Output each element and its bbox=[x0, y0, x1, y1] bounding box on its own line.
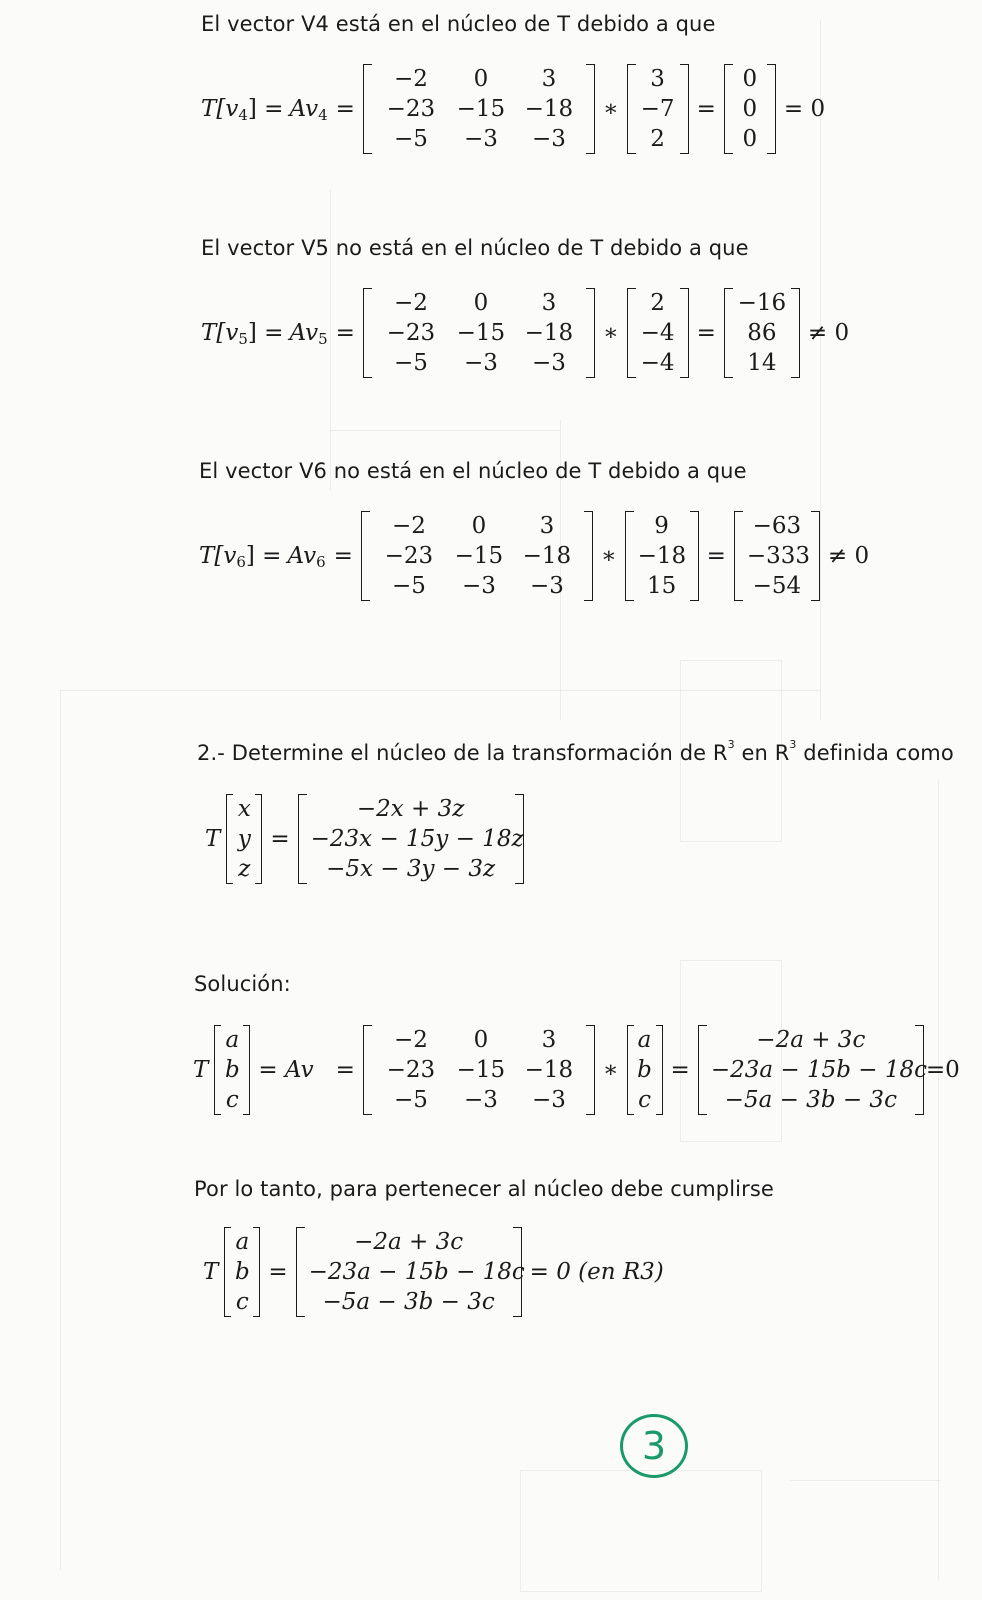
vector-v4 bbox=[627, 64, 689, 154]
equals-sign: = bbox=[670, 1057, 690, 1083]
left-bracket bbox=[214, 1025, 221, 1115]
output-cell: −2x + 3z bbox=[356, 796, 465, 822]
right-bracket bbox=[513, 1227, 522, 1317]
matrix-cell: 0 bbox=[473, 66, 489, 92]
v4-heading: El vector V4 está en el núcleo de T debido a que bbox=[201, 12, 716, 36]
result-cell: −63 bbox=[752, 513, 802, 539]
left-bracket bbox=[724, 64, 733, 154]
input-cell: b bbox=[234, 1259, 250, 1285]
vector-cell: −7 bbox=[640, 96, 675, 122]
left-bracket bbox=[224, 1227, 231, 1317]
equation-tail: = 0 bbox=[783, 96, 826, 122]
result-grid bbox=[733, 288, 791, 378]
result-cell: −16 bbox=[737, 290, 787, 316]
right-bracket bbox=[586, 1025, 595, 1115]
output-grid bbox=[307, 794, 524, 884]
matrix-cell: −2 bbox=[393, 290, 428, 316]
left-bracket bbox=[363, 288, 372, 378]
matrix-A bbox=[363, 288, 595, 378]
right-bracket bbox=[811, 511, 820, 601]
equation-tail: ≠ 0 bbox=[807, 320, 850, 346]
input-cell: c bbox=[235, 1289, 249, 1315]
right-bracket bbox=[586, 288, 595, 378]
conclusion-equation bbox=[203, 1227, 672, 1317]
vector-cell: −4 bbox=[640, 320, 675, 346]
input-cell: c bbox=[225, 1087, 239, 1113]
matrix-cell: −3 bbox=[461, 573, 496, 599]
equation-tail: = 0 (en R3) bbox=[529, 1259, 664, 1285]
right-bracket bbox=[690, 511, 699, 601]
left-bracket bbox=[226, 794, 233, 884]
statement-part: definida como bbox=[796, 741, 954, 765]
right-bracket bbox=[767, 64, 776, 154]
right-bracket bbox=[791, 288, 800, 378]
matrix-cell: −23 bbox=[386, 320, 436, 346]
input-cell: y bbox=[237, 826, 251, 852]
input-vector bbox=[224, 1227, 260, 1317]
left-bracket bbox=[627, 288, 636, 378]
output-grid bbox=[305, 1227, 525, 1317]
matrix-cell: −5 bbox=[393, 1087, 428, 1113]
result-grid bbox=[733, 64, 767, 154]
equals-sign: = bbox=[706, 543, 726, 569]
matrix-cell: 0 bbox=[471, 513, 487, 539]
left-bracket bbox=[361, 511, 370, 601]
result-v5 bbox=[724, 288, 800, 378]
matrix-cell: −3 bbox=[463, 126, 498, 152]
lhs-Av-sub: 6 bbox=[316, 553, 326, 571]
vector-cell: −4 bbox=[640, 350, 675, 376]
matrix-cell: −23 bbox=[386, 1057, 436, 1083]
superscript: 3 bbox=[727, 738, 735, 751]
matrix-cell: −3 bbox=[463, 350, 498, 376]
lhs-sub: 5 bbox=[238, 330, 248, 348]
left-bracket bbox=[627, 1025, 634, 1115]
vector-cell: b bbox=[637, 1057, 652, 1083]
left-bracket bbox=[363, 1025, 372, 1115]
multiply-sign: ∗ bbox=[602, 1057, 619, 1083]
left-bracket bbox=[734, 511, 743, 601]
right-bracket bbox=[253, 1227, 260, 1317]
input-grid bbox=[233, 794, 255, 884]
lhs-sub: 4 bbox=[238, 106, 248, 124]
lhs-T: T[ bbox=[201, 320, 226, 346]
T-symbol: T bbox=[193, 1057, 209, 1083]
statement-part: en R bbox=[734, 741, 790, 765]
vector-grid bbox=[636, 64, 680, 154]
matrix-grid bbox=[372, 1025, 586, 1115]
lhs-Av: Av bbox=[289, 320, 319, 346]
result-cell: −333 bbox=[746, 543, 811, 569]
v5-heading: El vector V5 no está en el núcleo de T debido a que bbox=[201, 236, 749, 260]
lhs-T: T[ bbox=[199, 543, 224, 569]
right-bracket bbox=[255, 794, 262, 884]
matrix-cell: −2 bbox=[391, 513, 426, 539]
matrix-A bbox=[363, 1025, 595, 1115]
lhs-v: v bbox=[223, 543, 237, 569]
matrix-grid bbox=[370, 511, 584, 601]
equals-sign: = bbox=[268, 1259, 288, 1285]
matrix-cell: −18 bbox=[524, 96, 574, 122]
left-bracket bbox=[698, 1025, 707, 1115]
equation-tail: ≠ 0 bbox=[827, 543, 870, 569]
right-bracket bbox=[680, 64, 689, 154]
matrix-cell: 3 bbox=[541, 1027, 557, 1053]
left-bracket bbox=[625, 511, 634, 601]
matrix-cell: 3 bbox=[539, 513, 555, 539]
statement-part: 2.- Determine el núcleo de la transformación de R bbox=[197, 741, 728, 765]
input-cell: a bbox=[225, 1027, 240, 1053]
matrix-cell: −5 bbox=[393, 126, 428, 152]
lhs-v: v bbox=[225, 320, 239, 346]
lhs-v: v bbox=[225, 96, 239, 122]
matrix-cell: −23 bbox=[384, 543, 434, 569]
matrix-cell: −3 bbox=[531, 1087, 566, 1113]
solution-equation bbox=[193, 1025, 960, 1115]
matrix-grid bbox=[372, 64, 586, 154]
left-bracket bbox=[298, 794, 307, 884]
matrix-cell: −15 bbox=[456, 1057, 506, 1083]
equals-sign: = bbox=[270, 826, 290, 852]
lhs-T: T[ bbox=[201, 96, 226, 122]
vector-grid bbox=[634, 511, 690, 601]
left-bracket bbox=[296, 1227, 305, 1317]
output-cell: −23a − 15b − 18c bbox=[308, 1259, 525, 1285]
conclusion-text: Por lo tanto, para pertenecer al núcleo debe cumplirse bbox=[194, 1177, 774, 1201]
equals-sign: = bbox=[335, 320, 355, 346]
output-cell: −2a + 3c bbox=[756, 1027, 866, 1053]
lhs-close: ] = bbox=[247, 96, 284, 122]
vector-cell: 2 bbox=[650, 126, 665, 152]
equals-sign: = bbox=[335, 96, 355, 122]
v5-equation bbox=[201, 288, 857, 378]
multiply-sign: ∗ bbox=[602, 320, 619, 346]
T-symbol: T bbox=[205, 826, 221, 852]
matrix-cell: 3 bbox=[541, 290, 557, 316]
equals-Av: = Av bbox=[258, 1057, 314, 1083]
equals-sign: = bbox=[335, 1057, 355, 1083]
matrix-cell: −15 bbox=[456, 96, 506, 122]
matrix-cell: −15 bbox=[454, 543, 504, 569]
equals-sign: = bbox=[696, 320, 716, 346]
output-cell: −5a − 3b − 3c bbox=[724, 1087, 897, 1113]
vector-v6 bbox=[625, 511, 699, 601]
matrix-cell: −3 bbox=[531, 350, 566, 376]
vector-cell: 3 bbox=[650, 66, 665, 92]
right-bracket bbox=[584, 511, 593, 601]
vector-cell: −18 bbox=[637, 543, 687, 569]
result-cell: 14 bbox=[747, 350, 777, 376]
matrix-cell: −3 bbox=[531, 126, 566, 152]
input-cell: z bbox=[238, 856, 251, 882]
output-vector bbox=[298, 794, 524, 884]
right-bracket bbox=[680, 288, 689, 378]
v4-equation bbox=[201, 64, 833, 154]
result-cell: 0 bbox=[742, 66, 758, 92]
matrix-cell: −5 bbox=[391, 573, 426, 599]
result-cell: 0 bbox=[742, 126, 758, 152]
lhs-sub: 6 bbox=[236, 553, 246, 571]
v6-heading: El vector V6 no está en el núcleo de T debido a que bbox=[199, 459, 747, 483]
matrix-grid bbox=[372, 288, 586, 378]
input-grid bbox=[221, 1025, 243, 1115]
matrix-A bbox=[361, 511, 593, 601]
vector-cell: 15 bbox=[646, 573, 677, 599]
matrix-cell: −2 bbox=[393, 1027, 428, 1053]
input-cell: x bbox=[237, 796, 251, 822]
equation-tail: =0 bbox=[925, 1057, 960, 1083]
right-bracket bbox=[915, 1025, 924, 1115]
matrix-cell: −18 bbox=[524, 320, 574, 346]
output-grid bbox=[707, 1025, 927, 1115]
right-bracket bbox=[243, 1025, 250, 1115]
input-cell: a bbox=[235, 1229, 250, 1255]
left-bracket bbox=[627, 64, 636, 154]
left-bracket bbox=[724, 288, 733, 378]
result-cell: 0 bbox=[742, 96, 758, 122]
vector-cell: c bbox=[638, 1087, 651, 1113]
result-grid bbox=[743, 511, 811, 601]
matrix-A bbox=[363, 64, 595, 154]
matrix-cell: −3 bbox=[463, 1087, 498, 1113]
matrix-cell: −23 bbox=[386, 96, 436, 122]
output-vector bbox=[296, 1227, 525, 1317]
matrix-cell: −18 bbox=[524, 1057, 574, 1083]
lhs-close: ] = bbox=[247, 320, 284, 346]
output-cell: −23x − 15y − 18z bbox=[310, 826, 524, 852]
result-cell: 86 bbox=[747, 320, 777, 346]
vector-cell: a bbox=[637, 1027, 652, 1053]
result-v6 bbox=[734, 511, 820, 601]
lhs-close: ] = bbox=[245, 543, 282, 569]
input-vector bbox=[214, 1025, 250, 1115]
output-vector bbox=[698, 1025, 927, 1115]
problem2-statement bbox=[197, 738, 954, 765]
lhs-Av-sub: 5 bbox=[318, 330, 328, 348]
output-cell: −2a + 3c bbox=[354, 1229, 464, 1255]
matrix-cell: −2 bbox=[393, 66, 428, 92]
multiply-sign: ∗ bbox=[600, 543, 617, 569]
vector-cell: 9 bbox=[654, 513, 669, 539]
input-vector bbox=[226, 794, 262, 884]
T-symbol: T bbox=[203, 1259, 219, 1285]
solution-label: Solución: bbox=[194, 972, 291, 996]
multiply-sign: ∗ bbox=[602, 96, 619, 122]
right-bracket bbox=[586, 64, 595, 154]
output-cell: −23a − 15b − 18c bbox=[710, 1057, 927, 1083]
left-bracket bbox=[363, 64, 372, 154]
output-cell: −5a − 3b − 3c bbox=[322, 1289, 495, 1315]
right-bracket bbox=[656, 1025, 663, 1115]
output-cell: −5x − 3y − 3z bbox=[326, 856, 496, 882]
equals-sign: = bbox=[333, 543, 353, 569]
lhs-Av: Av bbox=[289, 96, 319, 122]
vector-abc bbox=[627, 1025, 663, 1115]
v6-equation bbox=[199, 511, 877, 601]
page-number-badge: 3 bbox=[620, 1414, 688, 1478]
matrix-cell: 0 bbox=[473, 1027, 489, 1053]
matrix-cell: −18 bbox=[522, 543, 572, 569]
vector-grid bbox=[634, 1025, 656, 1115]
lhs-Av: Av bbox=[287, 543, 317, 569]
equals-sign: = bbox=[696, 96, 716, 122]
lhs-Av-sub: 4 bbox=[318, 106, 328, 124]
matrix-cell: −15 bbox=[456, 320, 506, 346]
matrix-cell: 0 bbox=[473, 290, 489, 316]
matrix-cell: −5 bbox=[393, 350, 428, 376]
input-grid bbox=[231, 1227, 253, 1317]
matrix-cell: −3 bbox=[529, 573, 564, 599]
vector-v5 bbox=[627, 288, 689, 378]
problem2-definition bbox=[205, 794, 524, 884]
vector-grid bbox=[636, 288, 680, 378]
result-cell: −54 bbox=[752, 573, 802, 599]
result-v4 bbox=[724, 64, 776, 154]
vector-cell: 2 bbox=[650, 290, 665, 316]
superscript: 3 bbox=[789, 738, 797, 751]
input-cell: b bbox=[224, 1057, 240, 1083]
right-bracket bbox=[515, 794, 524, 884]
matrix-cell: 3 bbox=[541, 66, 557, 92]
